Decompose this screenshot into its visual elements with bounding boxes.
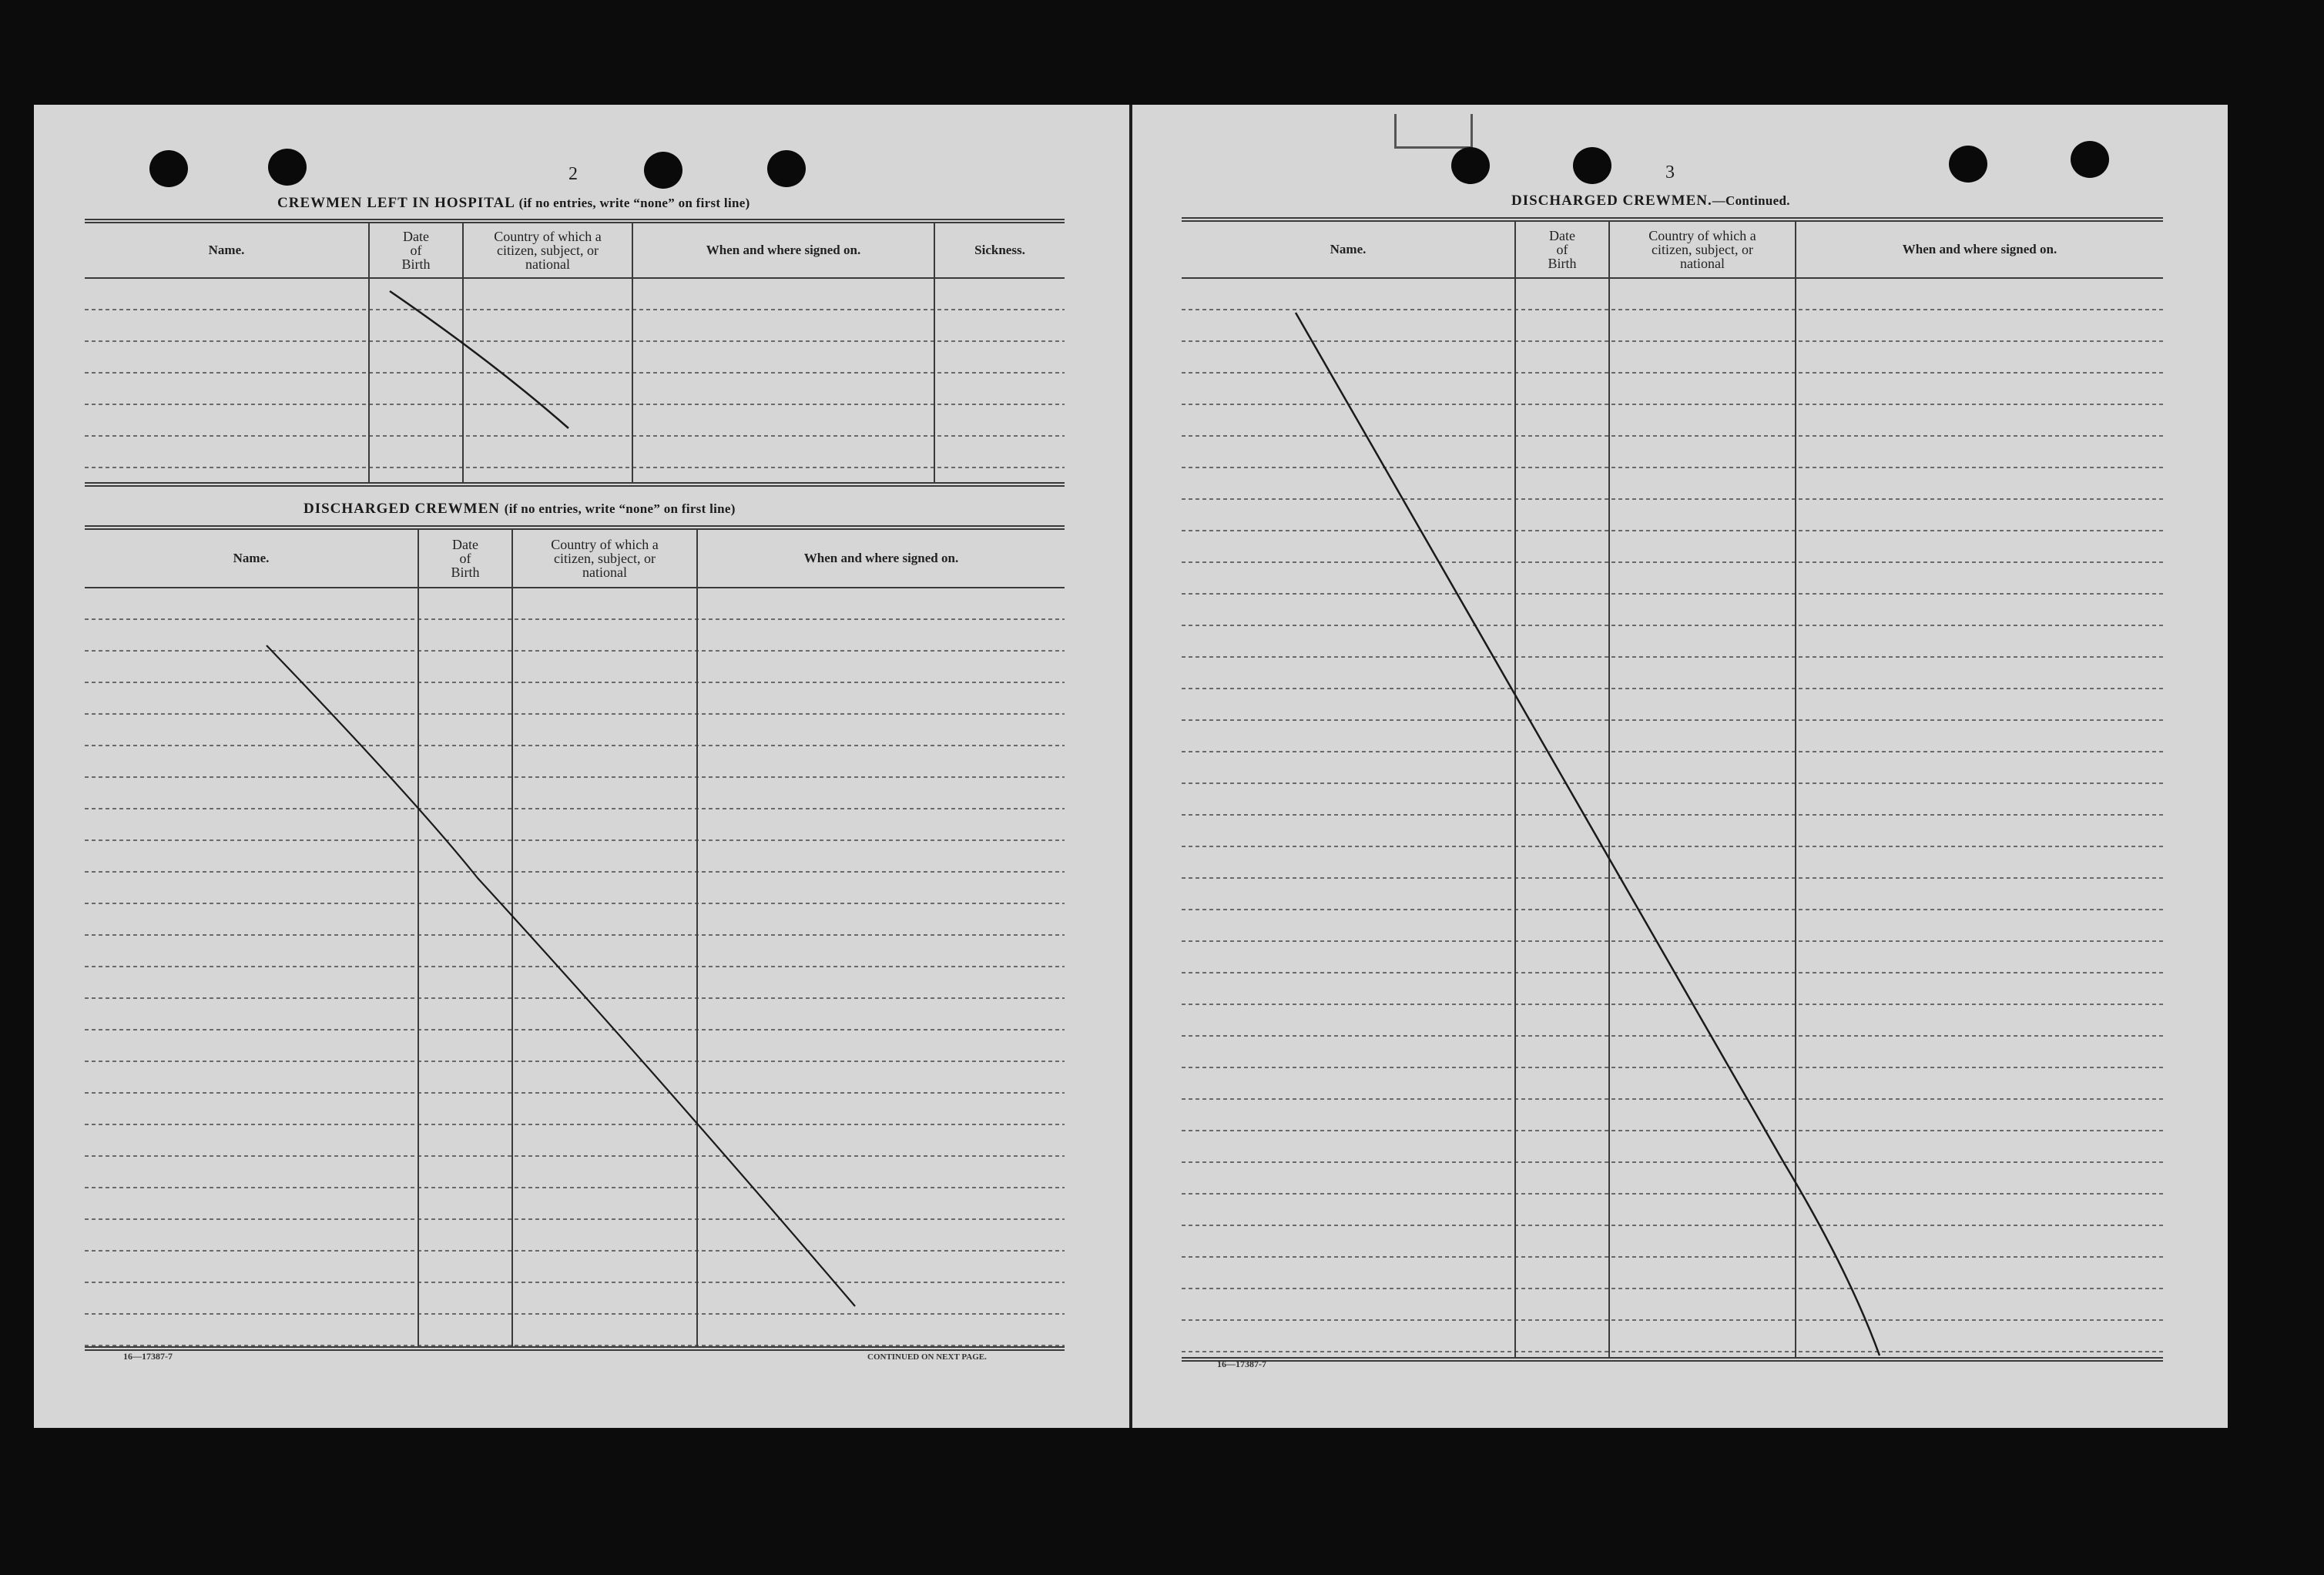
discharged-title-note: (if no entries, write “none” on first line) xyxy=(504,501,736,516)
header-dob-line: of xyxy=(410,243,422,258)
hospital-section-title xyxy=(277,195,750,212)
discharged-cont-title-suffix: —Continued. xyxy=(1712,193,1790,208)
punch-hole xyxy=(767,150,806,187)
header-sickness: Sickness. xyxy=(974,243,1025,257)
discharged-entry-lines xyxy=(85,588,1065,1346)
discharged-table xyxy=(85,525,1065,1351)
punch-hole xyxy=(2071,141,2109,178)
punch-hole xyxy=(644,152,682,189)
header-signed-on: When and where signed on. xyxy=(706,243,861,257)
column-rule xyxy=(934,223,935,482)
hospital-title-note: (if no entries, write “none” on first line) xyxy=(518,196,750,210)
header-name: Name. xyxy=(1330,242,1367,256)
discharged-title-text: DISCHARGED CREWMEN xyxy=(303,501,500,517)
discharged-cont-title-text: DISCHARGED CREWMEN. xyxy=(1511,193,1712,209)
column-rule xyxy=(462,223,464,482)
discharged-cont-entry-lines xyxy=(1182,279,2163,1357)
column-rule xyxy=(1514,222,1516,1357)
form-number-left: 16—17387-7 xyxy=(123,1351,173,1362)
header-country-line: national xyxy=(1680,256,1725,271)
header-country-line: citizen, subject, or xyxy=(554,551,656,566)
column-rule xyxy=(418,530,419,1346)
header-date-of-birth xyxy=(419,530,511,587)
header-dob-line: of xyxy=(459,551,471,566)
header-country-line: national xyxy=(525,256,570,272)
punch-hole xyxy=(1451,147,1490,184)
header-country-line: Country of which a xyxy=(551,537,659,552)
header-dob-line: Date xyxy=(1549,228,1575,243)
header-country-line: national xyxy=(582,565,627,580)
discharged-cont-table-header xyxy=(1182,222,2163,279)
header-dob-line: Date xyxy=(403,229,429,244)
header-signed-on: When and where signed on. xyxy=(803,551,959,565)
header-country xyxy=(513,530,696,587)
punch-hole xyxy=(149,150,188,187)
header-date-of-birth xyxy=(370,223,462,277)
header-name: Name. xyxy=(233,551,270,565)
page-number-right: 3 xyxy=(1665,163,1675,183)
header-signed-on: When and where signed on. xyxy=(1902,242,2057,256)
punch-hole xyxy=(1949,146,1987,183)
header-country xyxy=(464,223,632,277)
header-name: Name. xyxy=(208,243,245,257)
header-country-line: citizen, subject, or xyxy=(1652,242,1753,257)
header-country xyxy=(1610,222,1795,277)
binder-tab-mark xyxy=(1394,114,1473,149)
header-country-line: citizen, subject, or xyxy=(497,243,599,258)
page-number-left: 2 xyxy=(568,164,578,184)
header-dob-line: Birth xyxy=(451,565,480,580)
header-country-line: Country of which a xyxy=(1648,228,1756,243)
hospital-entry-lines xyxy=(85,279,1065,482)
continued-note: CONTINUED ON NEXT PAGE. xyxy=(867,1352,987,1362)
punch-hole xyxy=(1573,147,1611,184)
hospital-table-header xyxy=(85,223,1065,279)
form-number-right: 16—17387-7 xyxy=(1217,1359,1266,1369)
column-rule xyxy=(1608,222,1610,1357)
hospital-title-text: CREWMEN LEFT IN HOSPITAL xyxy=(277,195,515,211)
punch-hole xyxy=(268,149,307,186)
header-dob-line: of xyxy=(1556,242,1568,257)
header-dob-line: Birth xyxy=(1548,256,1577,271)
hospital-table xyxy=(85,219,1065,487)
discharged-section-title xyxy=(303,501,736,518)
discharged-cont-table xyxy=(1182,217,2163,1362)
discharged-table-header xyxy=(85,530,1065,588)
column-rule xyxy=(511,530,513,1346)
header-dob-line: Birth xyxy=(401,256,431,272)
header-date-of-birth xyxy=(1516,222,1608,277)
column-rule xyxy=(632,223,633,482)
column-rule xyxy=(696,530,698,1346)
column-rule xyxy=(1795,222,1796,1357)
page-gutter xyxy=(1129,105,1132,1428)
header-country-line: Country of which a xyxy=(494,229,602,244)
column-rule xyxy=(368,223,370,482)
header-dob-line: Date xyxy=(452,537,478,552)
discharged-cont-section-title xyxy=(1511,193,1790,209)
